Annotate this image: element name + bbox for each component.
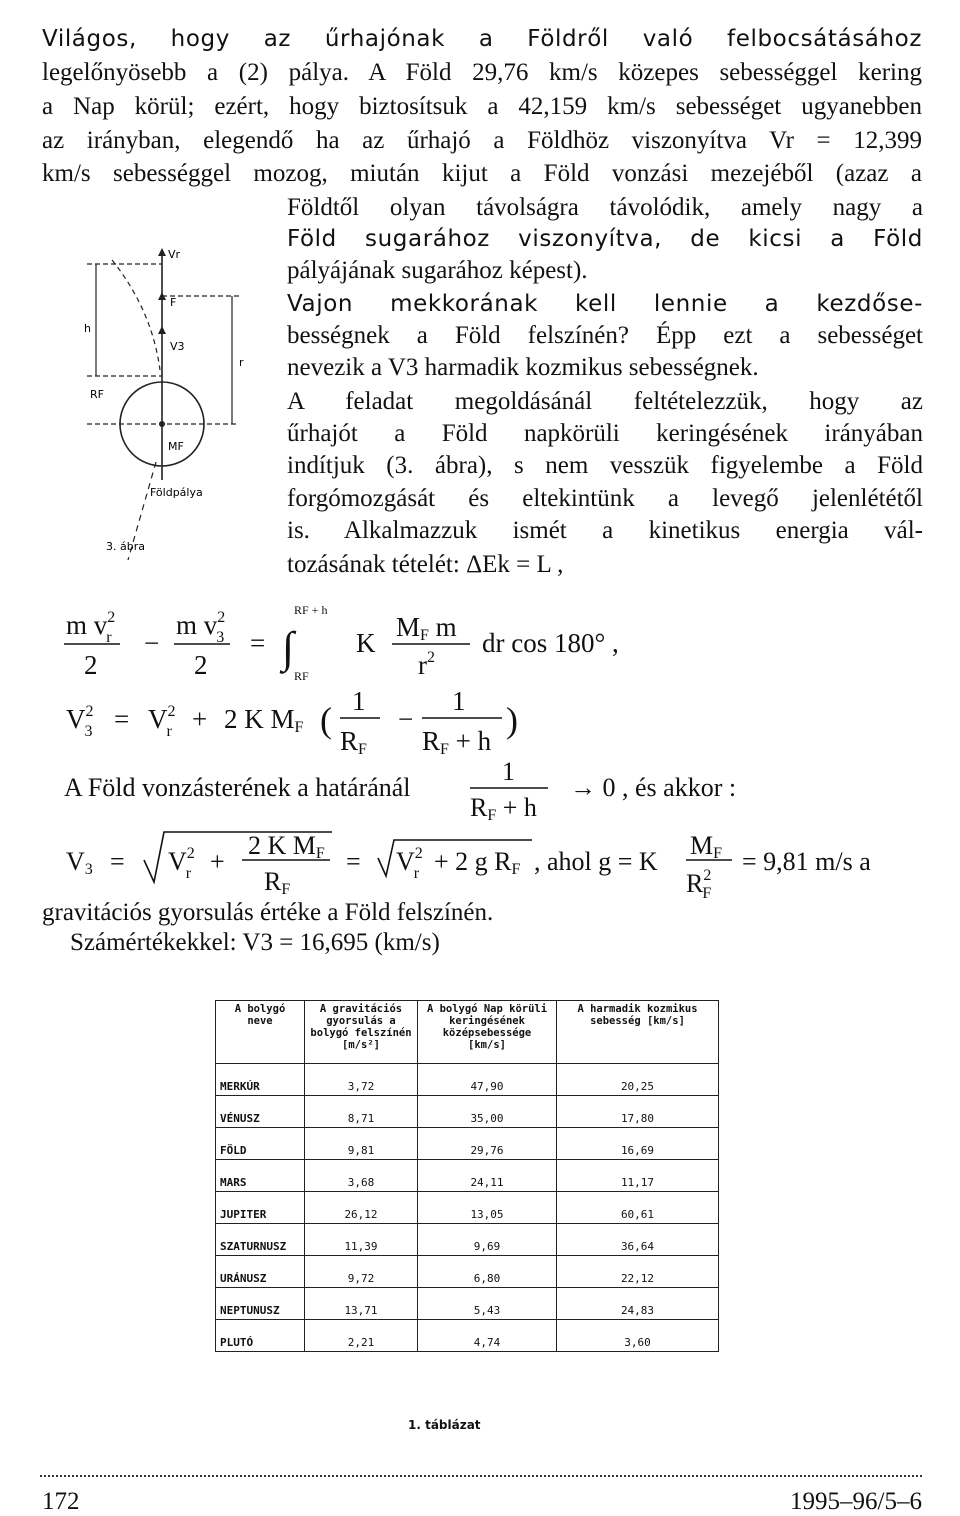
header-orbital-speed: A bolygó Nap körüli keringésének középsebessége [km/s] — [418, 1001, 557, 1064]
text-line: forgómozgását és eltekintünk a levegő jelenlététől — [287, 485, 923, 512]
value-cell: 13,71 — [305, 1288, 418, 1320]
text-line: Világos, hogy az űrhajónak a Földről való felbocsátásához — [42, 26, 922, 52]
integral-upper: RF + h — [294, 603, 328, 617]
integral-lower: RF — [294, 669, 309, 680]
planet-name-cell: JUPITER — [216, 1192, 305, 1224]
svg-text:V2r: $V^2$ r — [148, 703, 176, 740]
value-cell: 17,80 — [557, 1096, 719, 1128]
table-row — [216, 1192, 719, 1224]
svg-text:1: 1 — [352, 686, 366, 716]
table-header-row — [216, 1001, 719, 1064]
text-line: Föld sugarához viszonyítva, de kicsi a Föld — [287, 226, 923, 252]
svg-text:V2r: $V^2$ r — [168, 845, 195, 882]
svg-text:RF: RF — [264, 867, 291, 898]
svg-text:RF: RF — [340, 726, 367, 758]
text-line: tozásának tételét: ΔEk = L , — [287, 551, 564, 578]
orbit-diagram — [82, 240, 260, 560]
svg-text:m v2r: m $v^2$ r — [66, 609, 116, 646]
header-third-cosmic: A harmadik kozmikus sebesség [km/s] — [557, 1001, 719, 1064]
issue-number: 1995–96/5–6 — [790, 1488, 922, 1515]
label-vr: Vr — [168, 248, 181, 261]
header-gravity: A gravitációs gyorsulás a bolygó felszínén [m/s²] — [305, 1001, 418, 1064]
svg-text:1: 1 — [502, 758, 515, 786]
text-line: nevezik a V3 harmadik kozmikus sebességnek. — [287, 354, 759, 381]
svg-text:(: ( — [320, 700, 332, 740]
svg-text:1: 1 — [452, 686, 466, 716]
value-cell: 3,72 — [305, 1064, 418, 1096]
equation-1 — [62, 600, 892, 680]
svg-text:=: = — [110, 847, 125, 876]
svg-text:V2r: $V^2$ r — [396, 845, 423, 882]
table-row — [216, 1288, 719, 1320]
equation-1-render — [62, 600, 892, 680]
svg-text:MF m: MF m — [396, 612, 457, 644]
value-cell: 35,00 — [418, 1096, 557, 1128]
table-row — [216, 1224, 719, 1256]
value-cell: 20,25 — [557, 1064, 719, 1096]
equation-4-render — [62, 826, 912, 902]
equation-3-lead: A Föld vonzásterének a határánál — [64, 773, 411, 802]
svg-text:∫: ∫ — [282, 623, 295, 672]
figure-3 — [82, 240, 260, 560]
planet-name-cell: MERKÚR — [216, 1064, 305, 1096]
value-cell: 24,83 — [557, 1288, 719, 1320]
label-r: r — [239, 356, 244, 369]
planet-name-cell: SZATURNUSZ — [216, 1224, 305, 1256]
svg-text:+ 2 g RF: + 2 g RF — [434, 847, 521, 878]
value-cell: 3,60 — [557, 1320, 719, 1352]
text-line: bességnek a Föld felszínén? Épp ezt a sebességet — [287, 322, 923, 349]
text-line: űrhajót a Föld napkörüli keringésének irányában — [287, 420, 923, 447]
equation-4-ahol: , ahol g = K — [534, 847, 658, 876]
text-line: gravitációs gyorsulás értéke a Föld felszínén. — [42, 899, 494, 926]
text-line: az irányban, elegendő ha az űrhajó a Földhöz viszonyítva Vr = 12,399 — [42, 127, 922, 154]
svg-text:=: = — [346, 847, 361, 876]
value-cell: 16,69 — [557, 1128, 719, 1160]
equation-4 — [62, 826, 912, 902]
value-cell: 11,17 — [557, 1160, 719, 1192]
value-cell: 47,90 — [418, 1064, 557, 1096]
table-row — [216, 1256, 719, 1288]
svg-text:K: K — [356, 628, 376, 658]
text-line: is. Alkalmazzuk ismét a kinetikus energia vál- — [287, 517, 923, 544]
text-line: pályájának sugarához képest). — [287, 257, 588, 284]
table-caption: 1. táblázat — [408, 1418, 481, 1432]
svg-text:2 K MF: 2 K MF — [224, 704, 304, 736]
svg-text:V3: V3 — [66, 847, 93, 878]
table-row — [216, 1096, 719, 1128]
value-cell: 6,80 — [418, 1256, 557, 1288]
label-rf: RF — [90, 388, 104, 401]
svg-text:2: 2 — [84, 650, 98, 680]
label-h: h — [84, 322, 91, 335]
svg-text:=: = — [114, 704, 130, 734]
svg-text:m v23: m $v^2$ 3 — [176, 609, 226, 646]
svg-text:2: 2 — [194, 650, 208, 680]
svg-text:+: + — [210, 847, 225, 876]
planet-table — [215, 1000, 719, 1352]
planet-name-cell: URÁNUSZ — [216, 1256, 305, 1288]
value-cell: 24,11 — [418, 1160, 557, 1192]
equation-1-tail: dr cos 180° , — [482, 628, 619, 658]
planet-name-cell: VÉNUSZ — [216, 1096, 305, 1128]
page-number: 172 — [42, 1488, 80, 1515]
svg-text:R2F: $R^2$ F — [686, 867, 712, 902]
value-cell: 9,81 — [305, 1128, 418, 1160]
text-line: Földtől olyan távolságra távolódik, amely nagy a — [287, 194, 923, 221]
table-row — [216, 1160, 719, 1192]
equation-2 — [62, 678, 662, 758]
value-cell: 36,64 — [557, 1224, 719, 1256]
equation-3 — [62, 758, 892, 828]
value-cell: 8,71 — [305, 1096, 418, 1128]
svg-text:2 K MF: 2 K MF — [248, 831, 325, 862]
value-cell: 3,68 — [305, 1160, 418, 1192]
planet-name-cell: NEPTUNUSZ — [216, 1288, 305, 1320]
value-cell: 26,12 — [305, 1192, 418, 1224]
text-line: legelőnyösebb a (2) pálya. A Föld 29,76 km/s közepes sebességgel kering — [42, 59, 922, 86]
figure-caption: 3. ábra — [106, 540, 145, 553]
table-row — [216, 1128, 719, 1160]
value-cell: 60,61 — [557, 1192, 719, 1224]
value-cell: 5,43 — [418, 1288, 557, 1320]
svg-text:=: = — [250, 628, 266, 658]
label-force: F — [170, 296, 177, 309]
value-cell: 9,69 — [418, 1224, 557, 1256]
value-cell: 29,76 — [418, 1128, 557, 1160]
value-cell: 11,39 — [305, 1224, 418, 1256]
footer-divider — [40, 1475, 922, 1477]
equation-2-render — [62, 678, 662, 758]
equation-3-render — [62, 758, 892, 828]
table-row — [216, 1064, 719, 1096]
table-row — [216, 1320, 719, 1352]
value-cell: 4,74 — [418, 1320, 557, 1352]
equation-3-tail: → 0 , és akkor : — [570, 773, 737, 802]
svg-text:V23: $V^2$ 3 — [66, 703, 94, 740]
planet-name-cell: PLUTÓ — [216, 1320, 305, 1352]
value-cell: 2,21 — [305, 1320, 418, 1352]
header-planet: A bolygó neve — [216, 1001, 305, 1064]
text-line: Vajon mekkorának kell lennie a kezdőse- — [287, 291, 923, 317]
label-v3: V3 — [170, 340, 185, 353]
svg-text:+: + — [192, 704, 208, 734]
label-mf: MF — [168, 440, 184, 453]
svg-text:−: − — [144, 628, 160, 658]
label-orbit: Földpálya — [150, 486, 203, 499]
planet-name-cell: FÖLD — [216, 1128, 305, 1160]
text-line: Számértékekkel: V3 = 16,695 (km/s) — [70, 929, 440, 956]
text-line: A feladat megoldásánál feltételezzük, hogy az — [287, 388, 923, 415]
svg-text:MF: MF — [690, 831, 723, 862]
svg-text:r2: $r^2$ — [418, 649, 435, 680]
text-line: km/s sebességgel mozog, miután kijut a Föld vonzási mezejéből (azaz a — [42, 160, 922, 187]
value-cell: 22,12 — [557, 1256, 719, 1288]
svg-text:RF + h: RF + h — [470, 793, 537, 824]
value-cell: 13,05 — [418, 1192, 557, 1224]
svg-text:): ) — [506, 700, 518, 740]
svg-text:RF + h: RF + h — [422, 726, 492, 758]
text-line: a Nap körül; ezért, hogy biztosítsuk a 42,159 km/s sebességet ugyanebben — [42, 93, 922, 120]
value-cell: 9,72 — [305, 1256, 418, 1288]
svg-text:−: − — [398, 704, 414, 734]
planet-name-cell: MARS — [216, 1160, 305, 1192]
text-line: indítjuk (3. ábra), s nem vesszük figyelembe a Föld — [287, 452, 923, 479]
equation-4-value: = 9,81 m/s a — [742, 847, 871, 876]
